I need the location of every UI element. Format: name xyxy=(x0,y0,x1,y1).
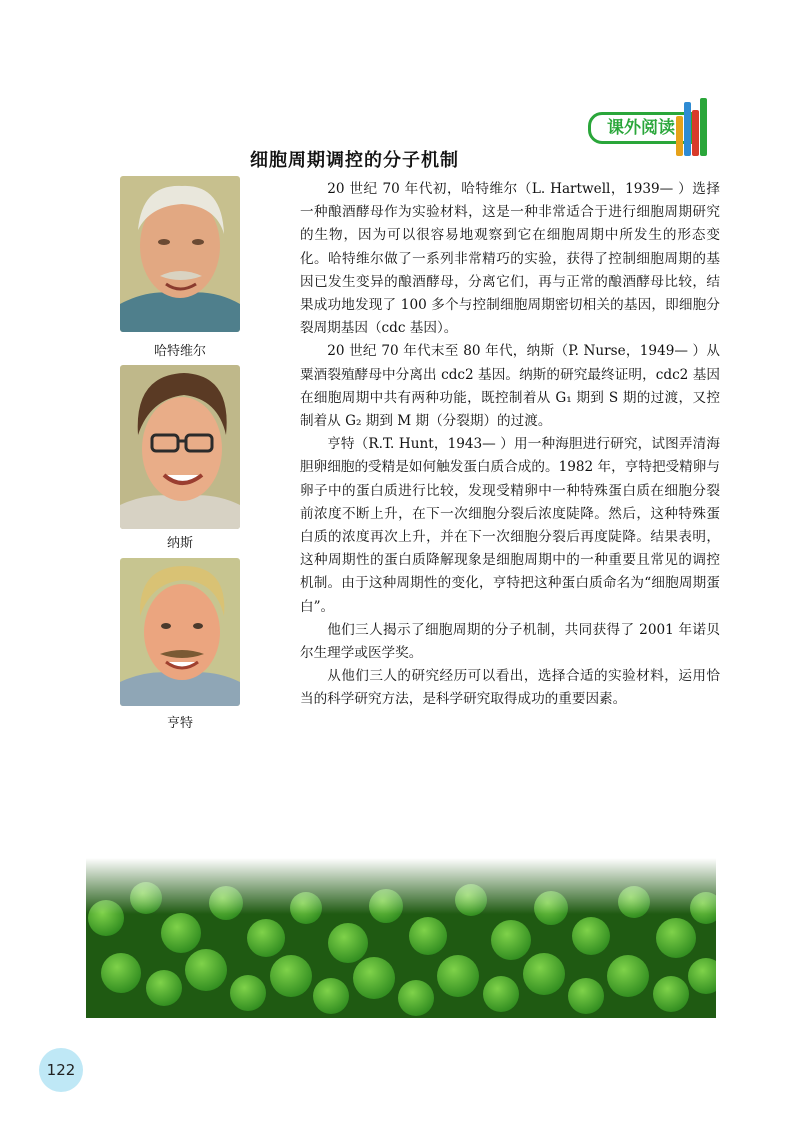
portrait-hunt xyxy=(120,558,240,706)
paragraph: 20 世纪 70 年代末至 80 年代，纳斯（P. Nurse，1949— ）从粟酒裂殖酵母中分离出 cdc2 基因。纳斯的研究最终证明，cdc2 基因在细胞周期中共有两种功能，既控制着从 G₁ 期到 S 期的过渡，又控制着从 G₂ 期到 M 期（分裂期）的过渡。 xyxy=(300,343,720,430)
article-title: 细胞周期调控的分子机制 xyxy=(250,150,459,171)
portrait-caption: 纳斯 xyxy=(166,536,193,551)
page-number: 122 xyxy=(39,1048,83,1092)
badge-label: 课外阅读 xyxy=(588,112,694,144)
clover-field-image xyxy=(86,858,716,1018)
paragraph: 亨特（R.T. Hunt，1943— ）用一种海胆进行研究，试图弄清海胆卵细胞的受精是如何触发蛋白质合成的。1982 年，亨特把受精卵与卵子中的蛋白质进行比较，发现受精卵中一种特殊蛋白质在细胞分裂前浓度不断上升，在下一次细胞分裂后浓度陡降。然后，这种特殊蛋白质的浓度再次上升，并在下一次细胞分裂后再度陡降。结果表明，这种周期性的蛋白质降解现象是细胞周期中的一种重要且常见的调控机制。由于这种周期性的变化，亨特把这种蛋白质命名为“细胞周期蛋白”。 xyxy=(300,436,720,615)
extracurricular-reading-badge xyxy=(588,98,713,160)
paragraph: 20 世纪 70 年代初，哈特维尔（L. Hartwell，1939— ）选择一种酿酒酵母作为实验材料，这是一种非常适合于进行细胞周期研究的生物，因为可以很容易地观察到它在细胞周期中所发生的形态变化。哈特维尔做了一系列非常精巧的实验，获得了控制细胞周期的基因已发生变异的酿酒酵母，分离它们，再与正常的酿酒酵母比较，结果成功地发现了 100 多个与控制细胞周期密切相关的基因，即细胞分裂周期基因（cdc 基因）。 xyxy=(300,181,720,337)
portrait-hartwell xyxy=(120,176,240,332)
books-icon xyxy=(676,98,712,160)
paragraph: 从他们三人的研究经历可以看出，选择合适的实验材料，运用恰当的科学研究方法，是科学研究取得成功的重要因素。 xyxy=(300,668,720,708)
article-body xyxy=(300,178,720,712)
paragraph: 他们三人揭示了细胞周期的分子机制，共同获得了 2001 年诺贝尔生理学或医学奖。 xyxy=(300,621,720,662)
portrait-nurse xyxy=(120,365,240,529)
portrait-caption: 亨特 xyxy=(166,716,193,731)
portrait-caption: 哈特维尔 xyxy=(153,344,206,359)
